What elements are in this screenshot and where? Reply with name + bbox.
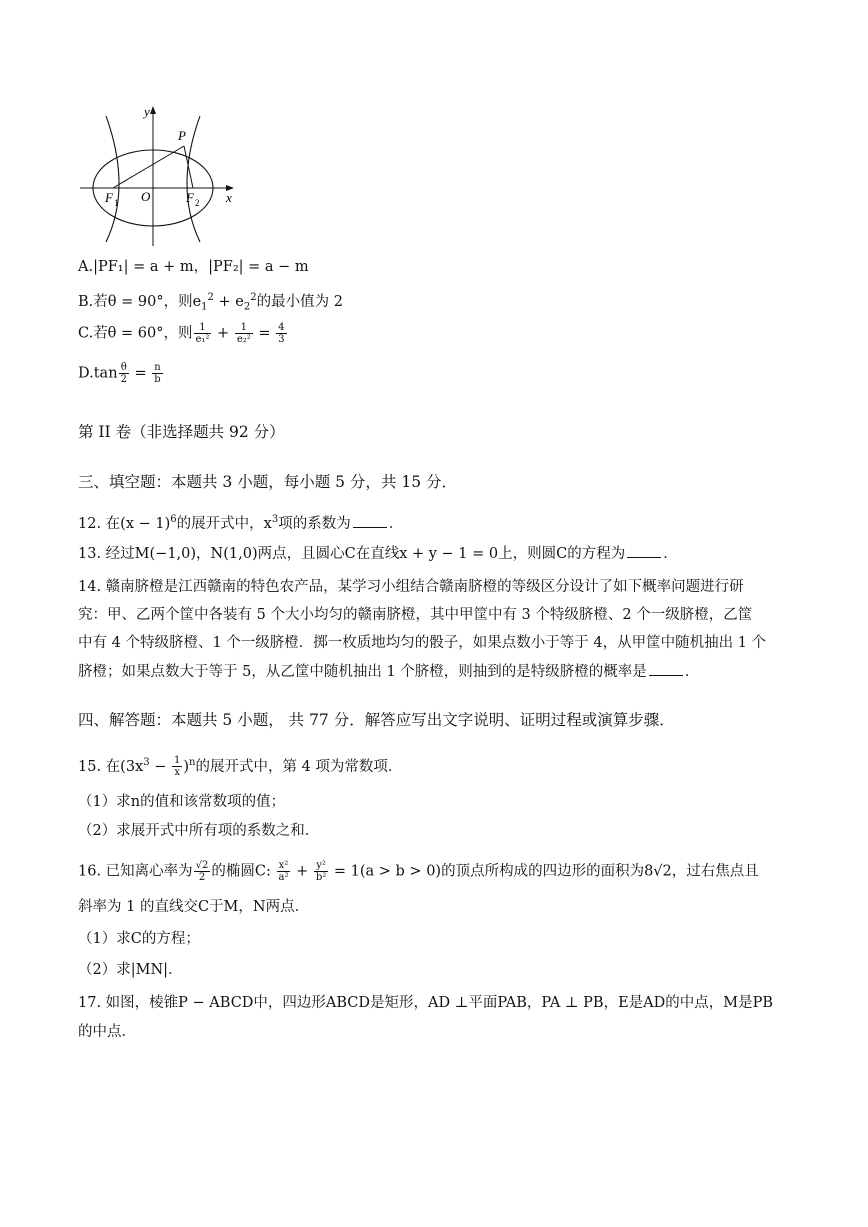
option-c-frac3	[276, 322, 286, 345]
option-b	[78, 287, 798, 319]
q16-mid: 的椭圆C:	[211, 863, 276, 880]
q15-frac	[172, 755, 182, 778]
q12-end: ．	[388, 515, 404, 532]
label-f1-sub: 1	[114, 198, 119, 208]
q12-mid: 的展开式中，x	[176, 515, 272, 532]
q16-frac-y	[314, 860, 328, 883]
q16-plus: +	[291, 863, 313, 880]
q15-close: )	[183, 758, 190, 775]
q12-exp2: 3	[271, 514, 279, 525]
q16-part-2: （2）求|MN|．	[78, 962, 183, 978]
segment-pf1	[113, 146, 184, 188]
q15-exp: 3	[143, 757, 150, 768]
frac-den: 2	[198, 872, 206, 883]
frac-num: 1	[173, 755, 181, 767]
q15-part-2: （2）求展开式中所有项的系数之和．	[78, 823, 320, 839]
q17-line-2: 的中点．	[78, 1024, 136, 1040]
q12-answer-blank[interactable]	[353, 513, 387, 528]
q16-line-2: 斜率为 1 的直线交C于M，N两点．	[78, 899, 310, 915]
q14-l4-text: 脐橙；如果点数大于等于 5，从乙筐中随机抽出 1 个脐橙，则抽到的是特级脐橙的概率是	[78, 664, 647, 680]
section-2-heading: 第 II 卷（非选择题共 92 分）	[78, 423, 285, 441]
q14-line-3: 中有 4 个特级脐橙、1 个一级脐橙．掷一枚质地均匀的骰子，如果点数小于等于 4，从甲筐中随机抽出 1 个	[78, 635, 767, 651]
q13-end: ．	[663, 546, 678, 562]
option-d-frac1	[119, 362, 129, 385]
option-c-prefix: C.	[78, 325, 94, 342]
option-c-eq: =	[253, 325, 276, 342]
option-d-frac2	[152, 362, 162, 385]
question-12	[78, 509, 798, 535]
option-b-post: 的最小值为 2	[256, 293, 343, 310]
hyperbola-left-branch	[106, 116, 119, 242]
q16-eq: = 1(a > b > 0)的顶点所构成的四边形的面积为8√2，过右焦点且	[329, 863, 759, 880]
frac-num: x²	[277, 860, 291, 872]
q14-line-4	[78, 661, 798, 683]
section-3-heading: 三、填空题：本题共 3 小题，每小题 5 分，共 15 分．	[78, 473, 458, 491]
q12-exp: 6	[170, 514, 177, 525]
label-f2-sub: 2	[195, 198, 200, 208]
label-f1: F	[105, 190, 113, 205]
q14-answer-blank[interactable]	[649, 661, 683, 676]
frac-den: e₁²	[195, 334, 210, 345]
option-b-sup1: 2	[207, 292, 214, 303]
frac-num: √2	[195, 860, 209, 871]
q15-part-1: （1）求n的值和该常数项的值；	[78, 794, 286, 810]
label-p: P	[178, 128, 186, 143]
q15-post: 的展开式中，第 4 项为常数项．	[195, 758, 403, 775]
option-b-prefix: B.	[78, 293, 94, 310]
q12-post: 项的系数为	[278, 515, 351, 532]
frac-den: b	[154, 374, 161, 385]
option-d-eq: =	[129, 365, 152, 382]
option-b-sub2: 2	[243, 301, 251, 313]
q16-frac-x	[277, 860, 291, 883]
q14-line-2: 究：甲、乙两个筐中各装有 5 个大小均匀的赣南脐橙，其中甲筐中有 3 个特级脐橙、2 个一级脐橙，乙筐	[78, 607, 753, 623]
q15-minus: −	[149, 758, 171, 775]
label-x: x	[226, 190, 232, 205]
frac-den: b²	[315, 872, 327, 883]
option-b-pre: 若θ = 90°，则e	[93, 293, 202, 310]
option-c-frac1	[194, 322, 212, 345]
question-13	[78, 543, 798, 565]
frac-den: 3	[278, 334, 285, 345]
frac-den: a²	[278, 872, 289, 883]
option-d-prefix: D.	[78, 365, 94, 382]
option-d	[78, 362, 798, 385]
question-16	[78, 860, 798, 883]
frac-num: 4	[278, 322, 285, 333]
option-c-pre: 若θ = 60°，则	[93, 325, 193, 342]
option-c-plus: +	[212, 325, 234, 342]
q16-frac-ecc	[194, 860, 211, 883]
q14-end: ．	[684, 664, 700, 680]
option-b-sup2: 2	[250, 292, 257, 303]
option-c	[78, 322, 798, 345]
option-b-sub1: 1	[201, 301, 208, 313]
q13-text: 13. 经过M(−1,0)，N(1,0)两点，且圆心C在直线x + y − 1 = 0上，则圆C的方程为	[78, 546, 626, 562]
option-c-frac2	[235, 322, 253, 345]
hyperbola-right-branch	[187, 116, 200, 242]
q13-answer-blank[interactable]	[627, 543, 661, 558]
q17-line-1: 17. 如图，棱锥P − ABCD中，四边形ABCD是矩形，AD ⊥平面PAB，PA ⊥ PB，E是AD的中点，M是PB	[78, 995, 774, 1011]
question-15	[78, 752, 798, 778]
segment-pf2	[184, 146, 193, 188]
frac-den: 2	[120, 374, 127, 385]
option-a	[78, 256, 798, 278]
option-d-pre: tan	[93, 365, 118, 382]
frac-num: n	[154, 362, 161, 373]
frac-num: θ	[119, 362, 129, 374]
label-y: y	[144, 104, 150, 119]
q14-line-1: 14. 赣南脐橙是江西赣南的特色农产品，某学习小组结合赣南脐橙的等级区分设计了如下概率问题进行研	[78, 579, 744, 595]
option-b-mid: + e	[213, 293, 244, 310]
q16-pre: 16. 已知离心率为	[78, 863, 193, 880]
section-4-heading: 四、解答题：本题共 5 小题， 共 77 分．解答应写出文字说明、证明过程或演算步骤．	[78, 711, 675, 729]
y-axis-arrow	[150, 106, 156, 114]
label-f2: F	[186, 190, 194, 205]
q15-pre: 15. 在(3x	[78, 758, 144, 775]
q12-pre: 12. 在(x − 1)	[78, 515, 171, 532]
frac-num: 1	[194, 322, 212, 334]
frac-den: e₂²	[236, 334, 251, 345]
ellipse-hyperbola-figure	[78, 100, 240, 248]
frac-num: 1	[235, 322, 253, 334]
q15-n: n	[189, 757, 196, 768]
option-a-text: |PF₁| = a + m，|PF₂| = a − m	[93, 259, 309, 275]
q16-part-1: （1）求C的方程；	[78, 931, 200, 947]
label-o: O	[141, 189, 151, 204]
frac-num: y²	[314, 860, 328, 872]
option-a-prefix: A.	[78, 259, 94, 275]
frac-den: x	[174, 767, 180, 779]
